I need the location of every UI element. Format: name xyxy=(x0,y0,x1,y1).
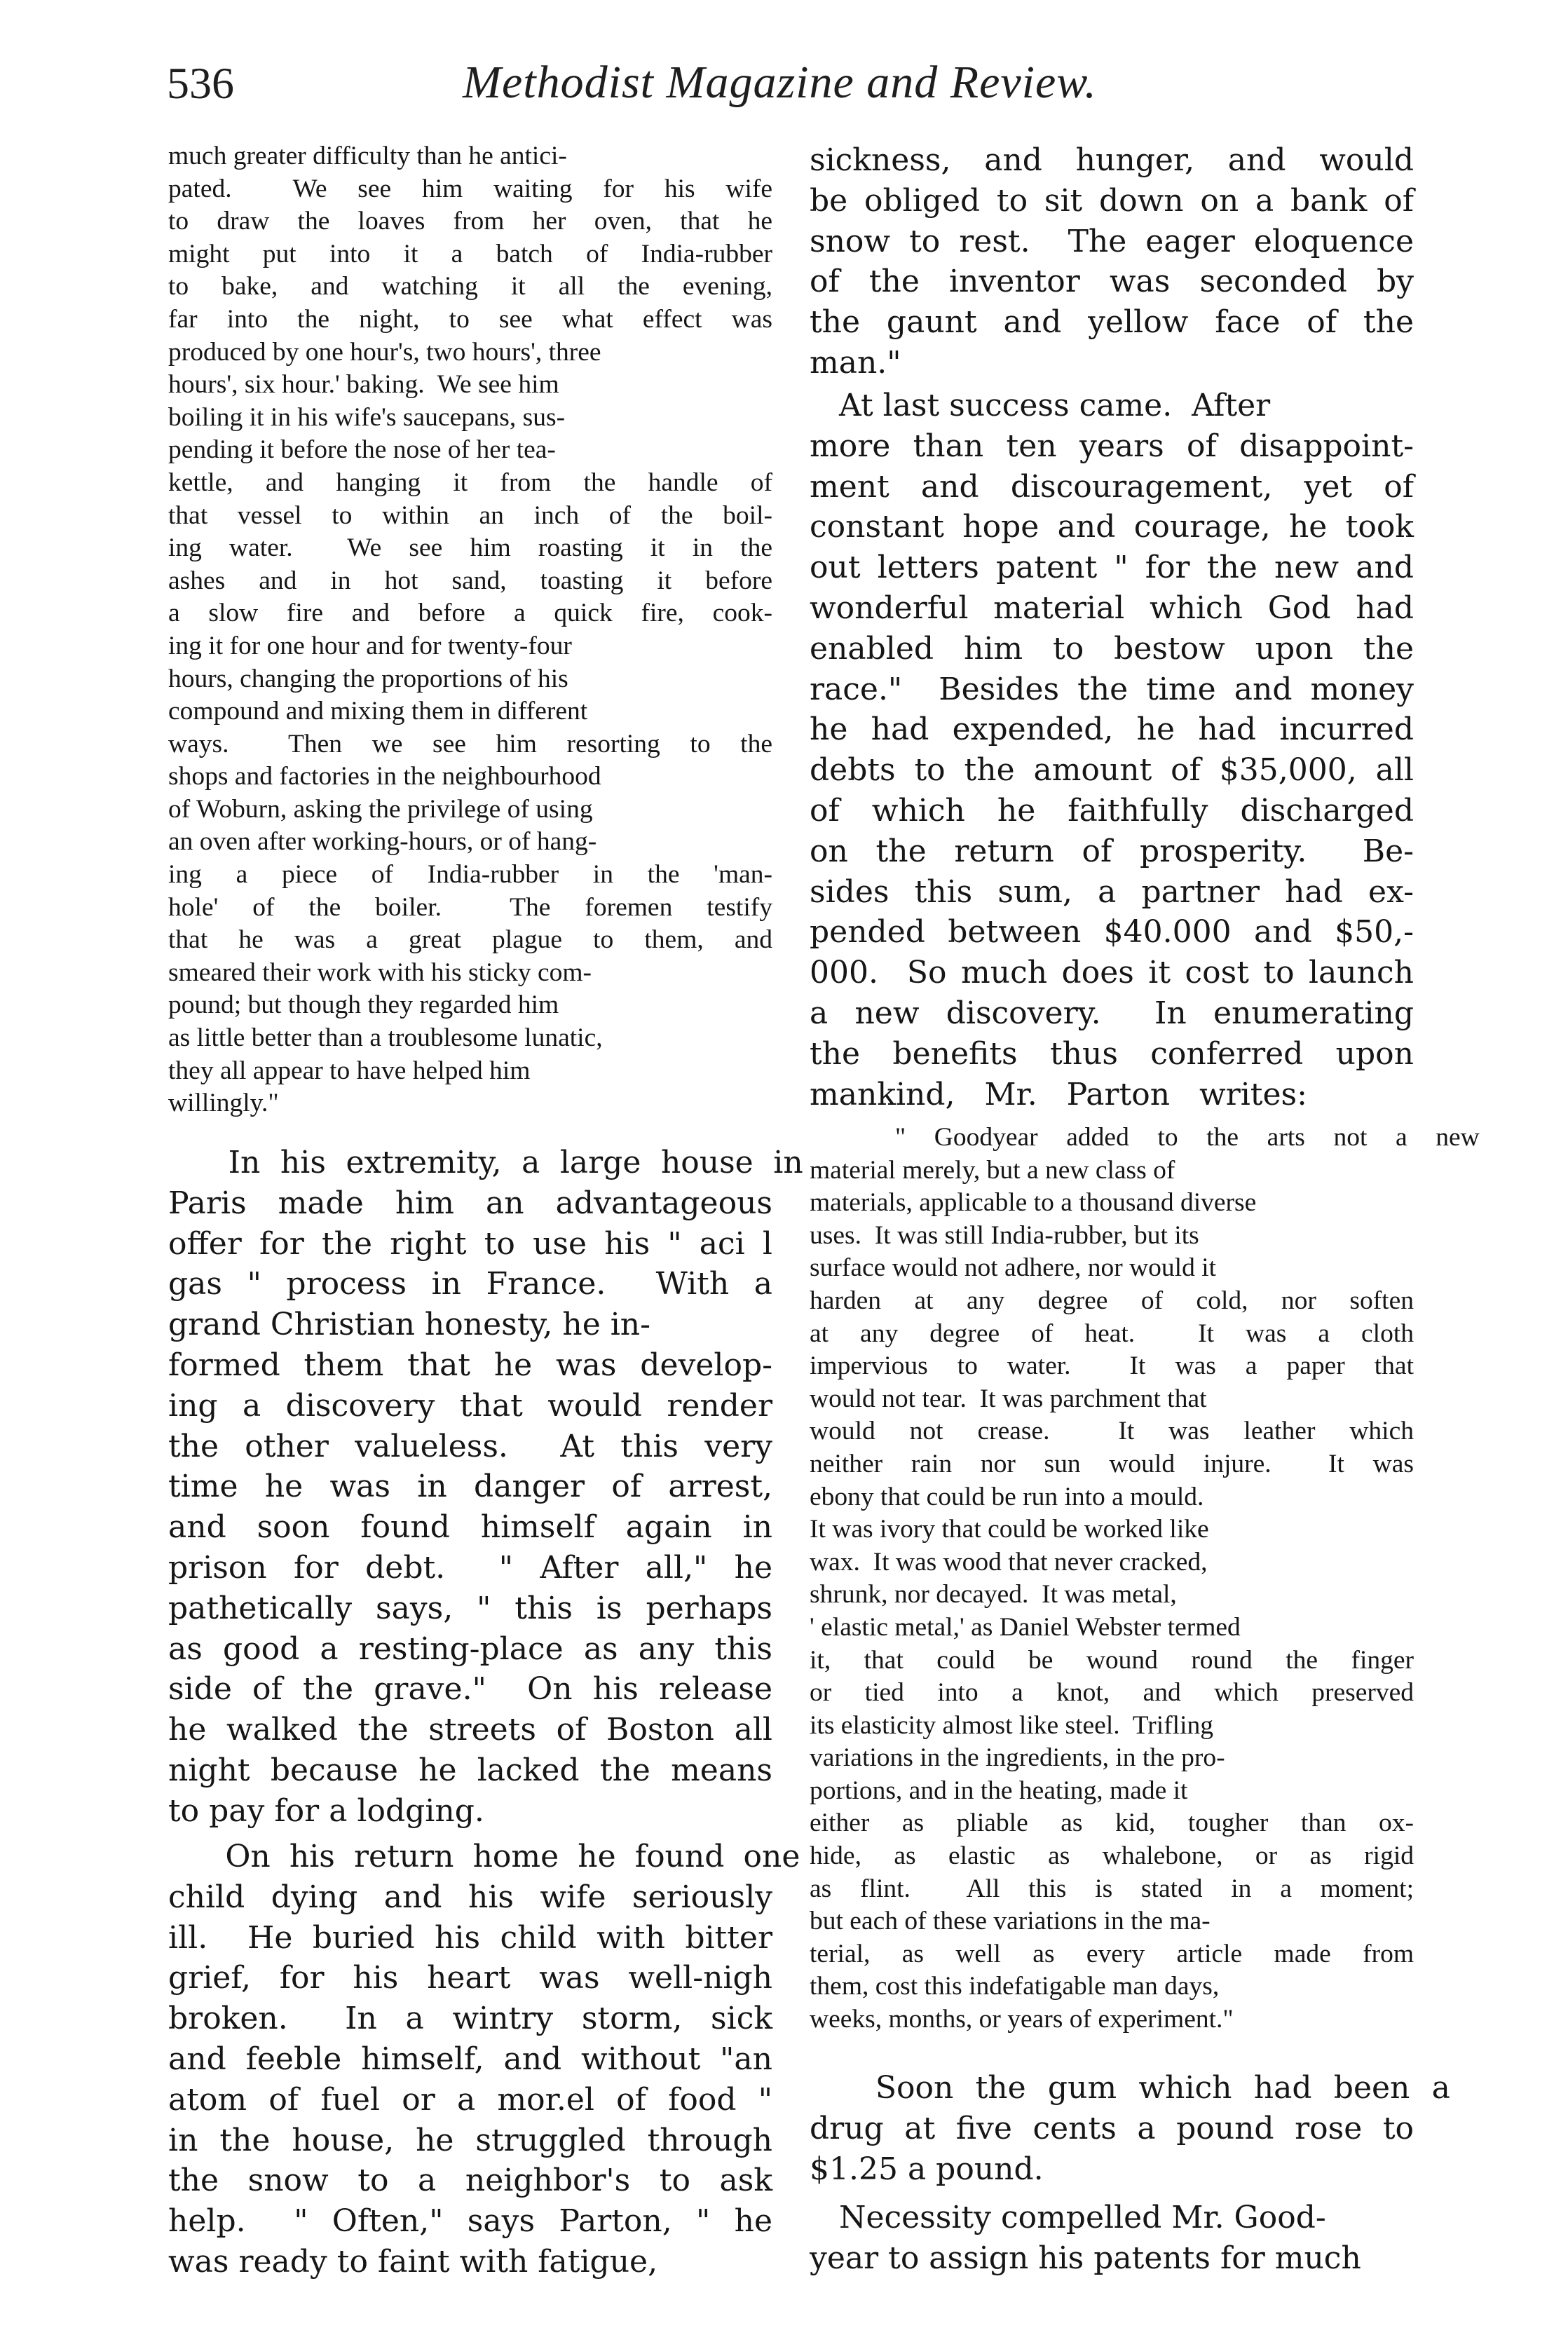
left-paragraph1-line: Paris made him an advantageous xyxy=(168,1185,772,1221)
right-paragraph2-line: out letters patent " for the new and xyxy=(810,550,1414,586)
left-quote-line: kettle, and hanging it from the handle of xyxy=(168,468,772,497)
page-header xyxy=(0,0,1568,140)
right-paragraph-sickness xyxy=(810,140,1414,383)
left-quote-block xyxy=(168,140,772,1120)
left-quote-line: ing a piece of India-rubber in the 'man- xyxy=(168,860,772,890)
left-paragraph1-line: time he was in danger of arrest, xyxy=(168,1469,772,1505)
right-paragraph-necessity xyxy=(810,2198,1414,2279)
left-quote-line: boiling it in his wife's saucepans, sus- xyxy=(168,402,566,432)
right-paragraph1-line: of the inventor was seconded by xyxy=(810,264,1414,300)
right-quote-line: would not tear. It was parchment that xyxy=(810,1384,1207,1413)
right-paragraph-gum-price xyxy=(810,2068,1450,2189)
left-quote-line: willingly." xyxy=(168,1089,279,1118)
left-paragraph2-line: grief, for his heart was well-nigh xyxy=(168,1960,772,1996)
right-paragraph-success xyxy=(810,386,1414,1115)
left-paragraph1-line: the other valueless. At this very xyxy=(168,1428,772,1464)
right-paragraph1-line: sickness, and hunger, and would xyxy=(810,142,1414,178)
left-quote-line: smeared their work with his sticky com- xyxy=(168,958,592,987)
left-quote-line: ways. Then we see him resorting to the xyxy=(168,729,772,758)
left-quote-line: as little better than a troublesome lunatic, xyxy=(168,1023,603,1053)
right-paragraph2-line: of which he faithfully discharged xyxy=(810,792,1414,829)
left-quote-line: shops and factories in the neighbourhood xyxy=(168,762,601,791)
right-quote-block xyxy=(810,1122,1480,2036)
left-quote-line: ing it for one hour and for twenty-four xyxy=(168,631,572,660)
right-quote-line: ebony that could be run into a mould. xyxy=(810,1482,1204,1511)
right-paragraph3-line: Soon the gum which had been a xyxy=(810,2070,1450,2106)
left-quote-line: that he was a great plague to them, and xyxy=(168,925,772,955)
right-paragraph2-line: debts to the amount of $35,000, all xyxy=(810,752,1414,789)
right-quote-line: terial, as well as every article made from xyxy=(810,1939,1414,1968)
right-quote-line: variations in the ingredients, in the pro- xyxy=(810,1743,1225,1773)
right-column xyxy=(810,140,1480,2313)
left-quote-line: hole' of the boiler. The foremen testify xyxy=(168,892,772,922)
left-paragraph1-line: he walked the streets of Boston all xyxy=(168,1712,772,1748)
right-paragraph2-line: 000. So much does it cost to launch xyxy=(810,955,1414,991)
left-quote-line: ashes and in hot sand, toasting it before xyxy=(168,566,772,595)
left-paragraph2-line: broken. In a wintry storm, sick xyxy=(168,2001,772,2037)
left-quote-line: pated. We see him waiting for his wife xyxy=(168,174,772,203)
right-paragraph2-line: wonderful material which God had xyxy=(810,590,1414,626)
right-quote-line: but each of these variations in the ma- xyxy=(810,1907,1211,1936)
left-quote-line: that vessel to within an inch of the boil- xyxy=(168,501,772,530)
right-quote-line: impervious to water. It was a paper that xyxy=(810,1351,1414,1381)
right-paragraph2-line: he had expended, he had incurred xyxy=(810,711,1414,748)
left-paragraph2-line: and feeble himself, and without "an xyxy=(168,2041,772,2077)
right-paragraph1-line: man." xyxy=(810,344,901,381)
left-quote-line: to draw the loaves from her oven, that he xyxy=(168,207,772,236)
right-quote-line: hide, as elastic as whalebone, or as rigid xyxy=(810,1841,1414,1871)
left-paragraph1-line: ing a discovery that would render xyxy=(168,1387,772,1424)
left-quote-line: compound and mixing them in different xyxy=(168,697,588,726)
left-paragraph2-line: atom of fuel or a mor.el of food " xyxy=(168,2081,772,2118)
left-quote-line: pound; but though they regarded him xyxy=(168,990,559,1020)
left-paragraph2-line: in the house, he struggled through xyxy=(168,2122,772,2158)
right-paragraph2-line: enabled him to bestow upon the xyxy=(810,630,1414,667)
left-quote-line: far into the night, to see what effect was xyxy=(168,304,772,334)
left-paragraph1-line: and soon found himself again in xyxy=(168,1509,772,1546)
right-paragraph1-line: snow to rest. The eager eloquence xyxy=(810,223,1414,259)
left-paragraph1-line: offer for the right to use his " aci l xyxy=(168,1225,772,1262)
right-quote-line: shrunk, nor decayed. It was metal, xyxy=(810,1580,1177,1609)
right-paragraph2-line: mankind, Mr. Parton writes: xyxy=(810,1076,1307,1112)
right-quote-line: its elasticity almost like steel. Trifling xyxy=(810,1710,1214,1740)
left-paragraph1-line: gas " process in France. With a xyxy=(168,1266,772,1302)
left-paragraph1-line: to pay for a lodging. xyxy=(168,1792,484,1829)
right-quote-line: either as pliable as kid, tougher than ox- xyxy=(810,1809,1414,1838)
right-paragraph1-line: the gaunt and yellow face of the xyxy=(810,304,1414,341)
left-quote-line: they all appear to have helped him xyxy=(168,1056,531,1085)
right-quote-line: material merely, but a new class of xyxy=(810,1155,1175,1185)
left-quote-line: might put into it a batch of India-rubber xyxy=(168,239,772,268)
left-paragraph1-line: grand Christian honesty, he in- xyxy=(168,1307,651,1343)
left-quote-line: a slow fire and before a quick fire, cook- xyxy=(168,599,772,628)
left-paragraph1-line: night because he lacked the means xyxy=(168,1752,772,1788)
right-paragraph2-line: At last success came. After xyxy=(810,388,1271,423)
left-column xyxy=(168,140,803,2313)
right-quote-line: it, that could be wound round the finger xyxy=(810,1645,1414,1675)
left-paragraph1-line: formed them that he was develop- xyxy=(168,1347,772,1383)
right-quote-line: " Goodyear added to the arts not a new xyxy=(810,1123,1480,1152)
right-quote-line: as flint. All this is stated in a moment; xyxy=(810,1874,1414,1903)
right-quote-line: them, cost this indefatigable man days, xyxy=(810,1972,1220,2001)
page-number: 536 xyxy=(167,58,234,108)
left-quote-line: produced by one hour's, two hours', three xyxy=(168,337,601,367)
right-quote-line: surface would not adhere, nor would it xyxy=(810,1253,1217,1283)
left-paragraph1-line: prison for debt. " After all," he xyxy=(168,1549,772,1586)
right-paragraph2-line: ment and discouragement, yet of xyxy=(810,468,1414,505)
left-paragraph2-line: the snow to a neighbor's to ask xyxy=(168,2163,772,2199)
right-quote-line: or tied into a knot, and which preserved xyxy=(810,1678,1414,1708)
left-paragraph2-line: On his return home he found one xyxy=(168,1839,800,1874)
left-quote-line: to bake, and watching it all the evening, xyxy=(168,272,772,301)
right-paragraph4-line: year to assign his patents for much xyxy=(810,2240,1361,2276)
left-quote-line: hours', six hour.' baking. We see him xyxy=(168,370,559,400)
right-quote-line: weeks, months, or years of experiment." xyxy=(810,2005,1234,2034)
right-paragraph2-line: more than ten years of disappoint- xyxy=(810,428,1414,464)
left-paragraph1-line: side of the grave." On his release xyxy=(168,1671,772,1708)
right-paragraph1-line: be obliged to sit down on a bank of xyxy=(810,182,1414,219)
right-paragraph2-line: the benefits thus conferred upon xyxy=(810,1035,1414,1072)
right-paragraph3-line: $1.25 a pound. xyxy=(810,2151,1044,2187)
right-paragraph4-line: Necessity compelled Mr. Good- xyxy=(810,2200,1326,2235)
right-paragraph2-line: sides this sum, a partner had ex- xyxy=(810,873,1414,910)
right-quote-line: It was ivory that could be worked like xyxy=(810,1515,1209,1544)
right-paragraph2-line: constant hope and courage, he took xyxy=(810,509,1414,545)
right-paragraph2-line: pended between $40.000 and $50,- xyxy=(810,914,1414,951)
left-paragraph2-line: child dying and his wife seriously xyxy=(168,1879,772,1915)
left-paragraph2-line: help. " Often," says Parton, " he xyxy=(168,2203,772,2240)
right-quote-line: at any degree of heat. It was a cloth xyxy=(810,1319,1414,1348)
left-quote-line: much greater difficulty than he antici- xyxy=(168,142,567,170)
right-paragraph3-line: drug at five cents a pound rose to xyxy=(810,2110,1414,2146)
left-quote-line: an oven after working-hours, or of hang- xyxy=(168,827,597,857)
left-quote-line: hours, changing the proportions of his xyxy=(168,664,568,693)
right-quote-line: uses. It was still India-rubber, but its xyxy=(810,1220,1199,1250)
left-quote-line: of Woburn, asking the privilege of using xyxy=(168,794,593,824)
right-quote-line: ' elastic metal,' as Daniel Webster termed xyxy=(810,1612,1241,1642)
left-paragraph1-line: pathetically says, " this is perhaps xyxy=(168,1590,772,1626)
left-paragraph1-line: In his extremity, a large house in xyxy=(168,1145,803,1180)
right-quote-line: harden at any degree of cold, nor soften xyxy=(810,1286,1414,1315)
left-paragraph-return-home xyxy=(168,1837,800,2282)
right-quote-line: materials, applicable to a thousand diverse xyxy=(810,1188,1257,1218)
running-title: Methodist Magazine and Review. xyxy=(463,57,1097,108)
left-paragraph2-line: ill. He buried his child with bitter xyxy=(168,1919,772,1956)
right-quote-line: portions, and in the heating, made it xyxy=(810,1776,1188,1805)
right-quote-line: neither rain nor sun would injure. It was xyxy=(810,1449,1414,1478)
left-quote-line: ing water. We see him roasting it in the xyxy=(168,533,772,563)
right-quote-line: would not crease. It was leather which xyxy=(810,1417,1414,1446)
left-paragraph-extremity xyxy=(168,1143,803,1832)
right-paragraph2-line: a new discovery. In enumerating xyxy=(810,995,1414,1031)
left-quote-line: pending it before the nose of her tea- xyxy=(168,435,556,465)
right-paragraph2-line: on the return of prosperity. Be- xyxy=(810,833,1414,869)
left-paragraph2-line: was ready to faint with fatigue, xyxy=(168,2243,658,2280)
right-quote-line: wax. It was wood that never cracked, xyxy=(810,1547,1208,1577)
right-paragraph2-line: race." Besides the time and money xyxy=(810,671,1414,707)
left-paragraph1-line: as good a resting-place as any this xyxy=(168,1630,772,1667)
